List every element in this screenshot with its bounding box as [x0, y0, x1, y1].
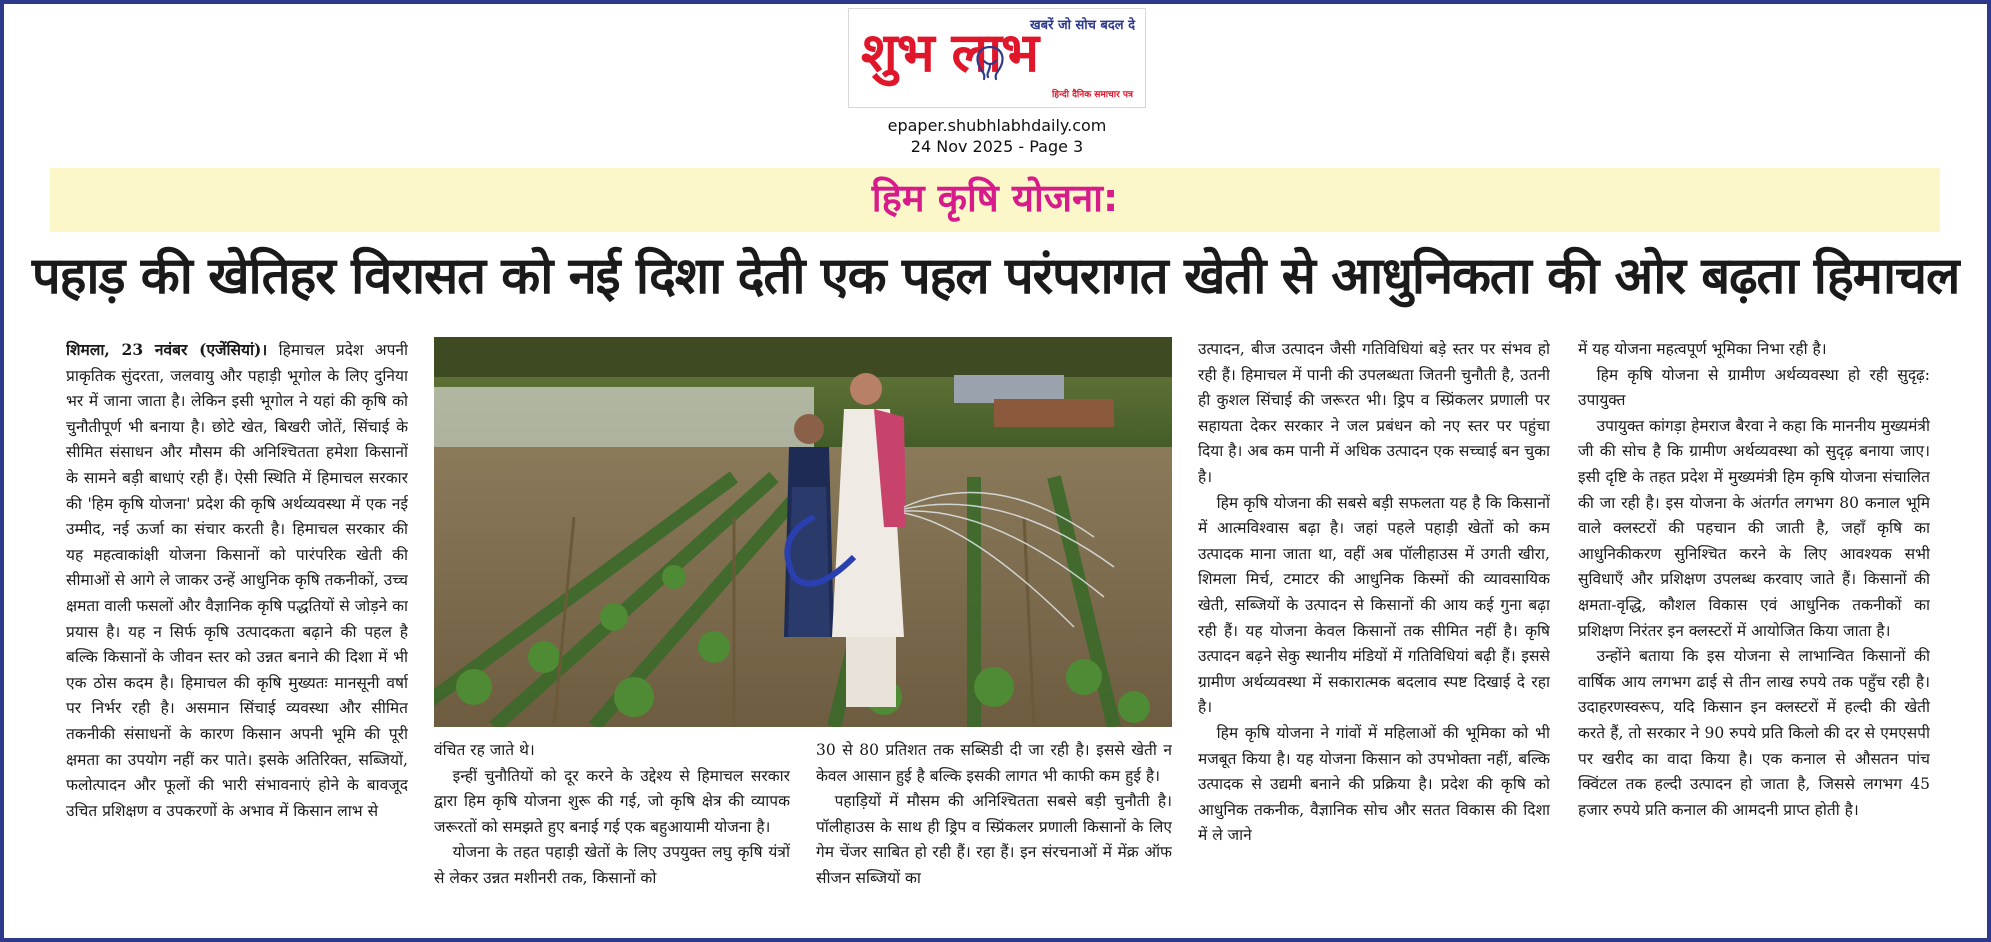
masthead-subtag: हिन्दी दैनिक समाचार पत्र [1051, 90, 1133, 100]
article-column-2 [434, 738, 790, 918]
article-headline: पहाड़ की खेतिहर विरासत को नई दिशा देती एक पहल परंपरागत खेती से आधुनिकता की ओर बढ़ता हिमाचल [31, 246, 1960, 305]
article-column-3 [816, 738, 1172, 918]
masthead-logo[interactable] [848, 8, 1146, 108]
subheading: हिम कृषि योजना से ग्रामीण अर्थव्यवस्था हो रही सुदृढ़: उपायुक्त [1578, 365, 1930, 410]
article-paragraph: उपायुक्त कांगड़ा हेमराज बैरवा ने कहा कि माननीय मुख्यमंत्री जी की सोच है कि ग्रामीण अर्थव्यवस्था को सुदृढ़ बनाया जाए। इसी दृष्टि के तहत प्रदेश में मुख्यमंत्री हिम कृषि योजना संचालित की जा रही है। इस योजना के अंतर्गत लगभग 80 कनाल भूमि वाले क्लस्टरों की पहचान की जाती है, जहाँ कृषि का आधुनिकीकरण सुनिश्चित करने के लिए आवश्यक सभी सुविधाएँ और प्रशिक्षण उपलब्ध करवाए जाते हैं। किसानों की क्षमता-वृद्धि, कौशल विकास एवं आधुनिक तकनीकों का प्रशिक्षण निरंतर इन क्लस्टरों में आयोजित किया जाता है। [1578, 416, 1930, 640]
article-paragraph: पहाड़ियों में मौसम की अनिश्चितता सबसे बड़ी चुनौती है। पॉलीहाउस के साथ ही ड्रिप व स्प्रिंकलर प्रणाली किसानों के लिए गेम चेंजर साबित हो रही हैं। रहा हैं। इन संरचनाओं में मेंक्र ऑफ सीजन सब्जियों का [816, 792, 1172, 887]
logo-wordmark: शुभ लाभ [861, 21, 1039, 84]
ganesha-icon [970, 43, 1010, 83]
article-paragraph: हिम कृषि योजना की सबसे बड़ी सफलता यह है कि किसानों में आत्मविश्वास बढ़ा है। जहां पहले पहाड़ी खेतों को कम उत्पादक माना जाता था, वहीं अब पॉलीहाउस में उगती खीरा, शिमला मिर्च, टमाटर की आधुनिक किस्मों की व्यावसायिक खेती, सब्जियों के उत्पादन से किसानों की आय कई गुना बढ़ा रही हैं। यह योजना केवल किसानों तक सीमित नहीं है। कृषि उत्पादन बढ़ने सेकु स्थानीय मंडियों में गतिविधियां बढ़ी हैं। इससे ग्रामीण अर्थव्यवस्था में सकारात्मक बदलाव स्पष्ट दिखाई दे रहा है। [1198, 493, 1550, 717]
article-paragraph: योजना के तहत पहाड़ी खेतों के लिए उपयुक्त लघु कृषि यंत्रों से लेकर उन्नत मशीनरी तक, किसानों को [434, 843, 790, 887]
article-paragraph: में यह योजना महत्वपूर्ण भूमिका निभा रही है। [1578, 340, 1827, 358]
epaper-url[interactable]: epaper.shubhlabhdaily.com [887, 116, 1107, 135]
article-paragraph: 30 से 80 प्रतिशत तक सब्सिडी दी जा रही है। इससे खेती न केवल आसान हुई है बल्कि इसकी लागत भी काफी कम हुई है। [816, 741, 1172, 785]
article-paragraph [66, 337, 408, 824]
article-kicker: हिम कृषि योजना: [871, 176, 1119, 220]
edition-date-page: 24 Nov 2025 - Page 3 [910, 137, 1084, 156]
article-paragraph: हिम कृषि योजना ने गांवों में महिलाओं की भूमिका को भी मजबूत किया है। यह योजना किसान को उपभोक्ता नहीं, बल्कि उत्पादक से उद्यमी बनाने की प्रक्रिया है। प्रदेश की कृषि को आधुनिक तकनीक, वैज्ञानिक सोच और सतत विकास की दिशा में ले जाने [1198, 723, 1550, 845]
article-column-4 [1198, 337, 1550, 913]
kicker-banner [50, 168, 1940, 232]
masthead-tagline: खबरें जो सोच बदल दे [1030, 18, 1135, 33]
paragraph-text: हिमाचल प्रदेश अपनी प्राकृतिक सुंदरता, जलवायु और पहाड़ी भूगोल के लिए दुनिया भर में जाना जाता है। लेकिन इसी भूगोल ने यहां की कृषि को चुनौतीपूर्ण भी बनाया है। छोटे खेत, बिखरी जोतें, सिंचाई के सीमित संसाधन और मौसम की अनिश्चितता हमेशा किसानों के सामने बड़ी बाधाएं रही हैं। ऐसी स्थिति में हिमाचल सरकार की 'हिम कृषि योजना' प्रदेश की कृषि अर्थव्यवस्था में एक नई उम्मीद, नई ऊर्जा का संचार करती है। हिमाचल सरकार की यह महत्वाकांक्षी योजना किसानों को पारंपरिक खेती की सीमाओं से आगे ले जाकर उन्हें आधुनिक कृषि तकनीकों, उच्च क्षमता वाली फसलों और वैज्ञानिक कृषि पद्धतियों से जोड़ने का प्रयास है। यह न सिर्फ कृषि उत्पादकता बढ़ाने की पहल है बल्कि किसानों के जीवन स्तर को उन्नत बनाने की दिशा में भी एक ठोस कदम है। हिमाचल की कृषि मुख्यतः मानसूनी वर्षा पर निर्भर रही है। असमान सिंचाई व्यवस्था और सीमित तकनीकी संसाधनों के कारण किसान अपनी भूमि की पूरी क्षमता का उपयोग नहीं कर पाते। इसके अतिरिक्त, सब्जियों, फलोत्पादन और फूलों की भारी संभावनाएं होने के बावजूद उचित प्रशिक्षण व उपकरणों के अभाव में किसान लाभ से [66, 341, 408, 820]
dateline: शिमला, 23 नवंबर (एजेंसियां)। [66, 340, 268, 359]
article-paragraph: इन्हीं चुनौतियों को दूर करने के उद्देश्य से हिमाचल सरकार द्वारा हिम कृषि योजना शुरू की गई, जो कृषि क्षेत्र की व्यापक जरूरतों को समझते हुए बनाई गई एक बहुआयामी योजना है। [434, 766, 790, 836]
article-column-5 [1578, 337, 1930, 913]
farm-women-watering-photo [434, 337, 1172, 727]
article-paragraph: वंचित रह जाते थे। [434, 741, 535, 759]
article-column-1 [66, 337, 408, 913]
article-paragraph: उन्होंने बताया कि इस योजना से लाभान्वित किसानों की वार्षिक आय लगभग ढाई से तीन लाख रुपये तक पहुँच रही है। उदाहरणस्वरूप, यदि किसान इन क्लस्टरों में हल्दी की खेती करते हैं, तो सरकार ने 90 रुपये प्रति किलो की दर से एमएसपी पर खरीद का वादा किया है। एक कनाल से औसतन पांच क्विंटल तक हल्दी उत्पादन हो जाता है, जिससे लगभग 45 हजार रुपये प्रति कनाल की आमदनी प्राप्त होती है। [1578, 647, 1930, 819]
article-paragraph: उत्पादन, बीज उत्पादन जैसी गतिविधियां बड़े स्तर पर संभव हो रही हैं। हिमाचल में पानी की उपलब्धता जितनी चुनौती है, उतनी ही कुशल सिंचाई की जरूरत भी। ड्रिप व स्प्रिंकलर प्रणाली पर सहायता देकर सरकार ने जल प्रबंधन को नए स्तर पर पहुंचा दिया है। अब कम पानी में अधिक उत्पादन एक सच्चाई बन चुका है। [1198, 340, 1550, 486]
